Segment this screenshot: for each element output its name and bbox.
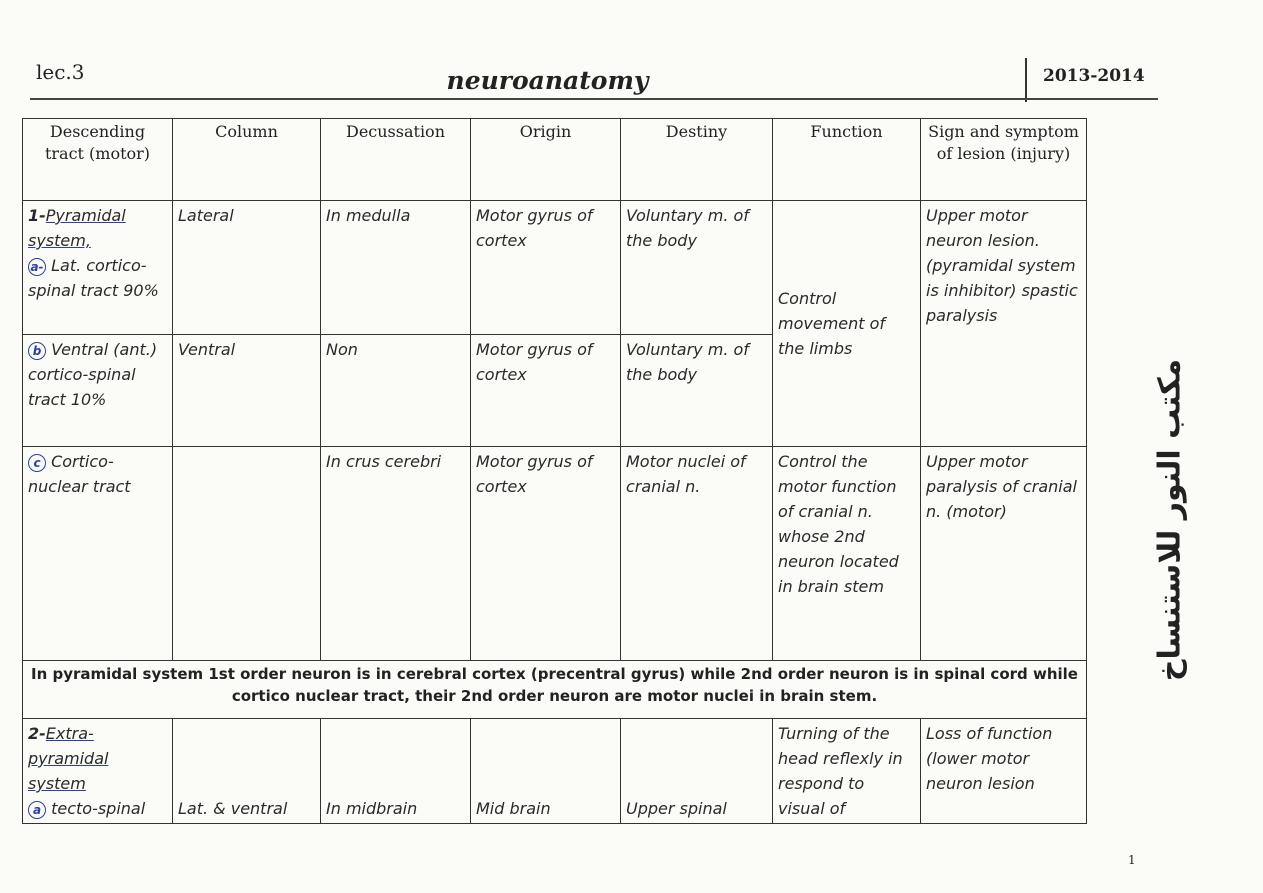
destiny-cell: Motor nuclei of cranial n. bbox=[621, 447, 773, 661]
sign-cell: Upper motor paralysis of cranial n. (motor) bbox=[921, 447, 1087, 661]
sign-text: Upper motor neuron lesion. (pyramidal system is inhibitor) spastic paralysis bbox=[926, 206, 1078, 325]
sign-cell-shared bbox=[921, 201, 1087, 447]
table-row bbox=[23, 201, 1087, 335]
table-row bbox=[23, 719, 1087, 824]
tract-number: 1- bbox=[28, 206, 46, 225]
tract-number: 2- bbox=[28, 724, 46, 743]
year-label: 2013-2014 bbox=[1043, 66, 1145, 86]
tract-cell bbox=[23, 335, 173, 447]
sub-mark: c bbox=[28, 454, 46, 472]
header-divider bbox=[1025, 58, 1027, 102]
column-cell: Lat. & ventral bbox=[173, 719, 321, 824]
decussation-cell: In midbrain bbox=[321, 719, 471, 824]
tract-name: Pyramidal system, bbox=[28, 206, 126, 250]
sub-name: Cortico-nuclear tract bbox=[28, 452, 131, 496]
sub-name: tecto-spinal bbox=[51, 799, 146, 818]
col-header-origin: Origin bbox=[471, 119, 621, 201]
tract-cell bbox=[23, 201, 173, 335]
function-text: Control movement of the limbs bbox=[778, 289, 886, 358]
tract-cell bbox=[23, 719, 173, 824]
function-cell-shared bbox=[773, 201, 921, 447]
col-header-tract: Descending tract (motor) bbox=[23, 119, 173, 201]
tract-cell bbox=[23, 447, 173, 661]
origin-cell: Mid brain bbox=[471, 719, 621, 824]
function-cell: Control the motor function of cranial n. whose 2nd neuron located in brain stem bbox=[773, 447, 921, 661]
page-number: 1 bbox=[1128, 853, 1136, 867]
note-cell: In pyramidal system 1st order neuron is in cerebral cortex (precentral gyrus) while 2nd order neuron is in spinal cord while cortico nuclear tract, their 2nd order neuron are motor nuclei in brain stem. bbox=[23, 661, 1087, 719]
col-header-function: Function bbox=[773, 119, 921, 201]
destiny-cell: Voluntary m. of the body bbox=[621, 201, 773, 335]
lecture-label: lec.3 bbox=[36, 60, 85, 84]
col-header-decussation: Decussation bbox=[321, 119, 471, 201]
origin-cell: Motor gyrus of cortex bbox=[471, 447, 621, 661]
note-row bbox=[23, 661, 1087, 719]
sub-mark: b bbox=[28, 342, 46, 360]
sub-mark: a bbox=[28, 801, 46, 819]
column-cell bbox=[173, 447, 321, 661]
column-cell: Ventral bbox=[173, 335, 321, 447]
column-cell: Lateral bbox=[173, 201, 321, 335]
sub-name: Ventral (ant.) cortico-spinal tract 10% bbox=[28, 340, 158, 409]
sign-cell: Loss of function (lower motor neuron lesion bbox=[921, 719, 1087, 824]
destiny-cell: Voluntary m. of the body bbox=[621, 335, 773, 447]
origin-cell: Motor gyrus of cortex bbox=[471, 335, 621, 447]
function-cell: Turning of the head reflexly in respond to visual of bbox=[773, 719, 921, 824]
table-row bbox=[23, 447, 1087, 661]
decussation-cell: In crus cerebri bbox=[321, 447, 471, 661]
header-rule bbox=[30, 98, 1158, 100]
side-stamp: مكتب النور للاستنساخ bbox=[1152, 358, 1188, 682]
descending-tracts-table bbox=[22, 118, 1087, 824]
col-header-column: Column bbox=[173, 119, 321, 201]
sub-name: Lat. cortico-spinal tract 90% bbox=[28, 256, 159, 300]
col-header-destiny: Destiny bbox=[621, 119, 773, 201]
table-header-row bbox=[23, 119, 1087, 201]
decussation-cell: Non bbox=[321, 335, 471, 447]
page-title: neuroanatomy bbox=[446, 66, 649, 95]
col-header-sign: Sign and symptom of lesion (injury) bbox=[921, 119, 1087, 201]
decussation-cell: In medulla bbox=[321, 201, 471, 335]
sub-mark: a- bbox=[28, 258, 46, 276]
tract-name: Extra-pyramidal system bbox=[28, 724, 109, 793]
destiny-cell: Upper spinal bbox=[621, 719, 773, 824]
origin-cell: Motor gyrus of cortex bbox=[471, 201, 621, 335]
